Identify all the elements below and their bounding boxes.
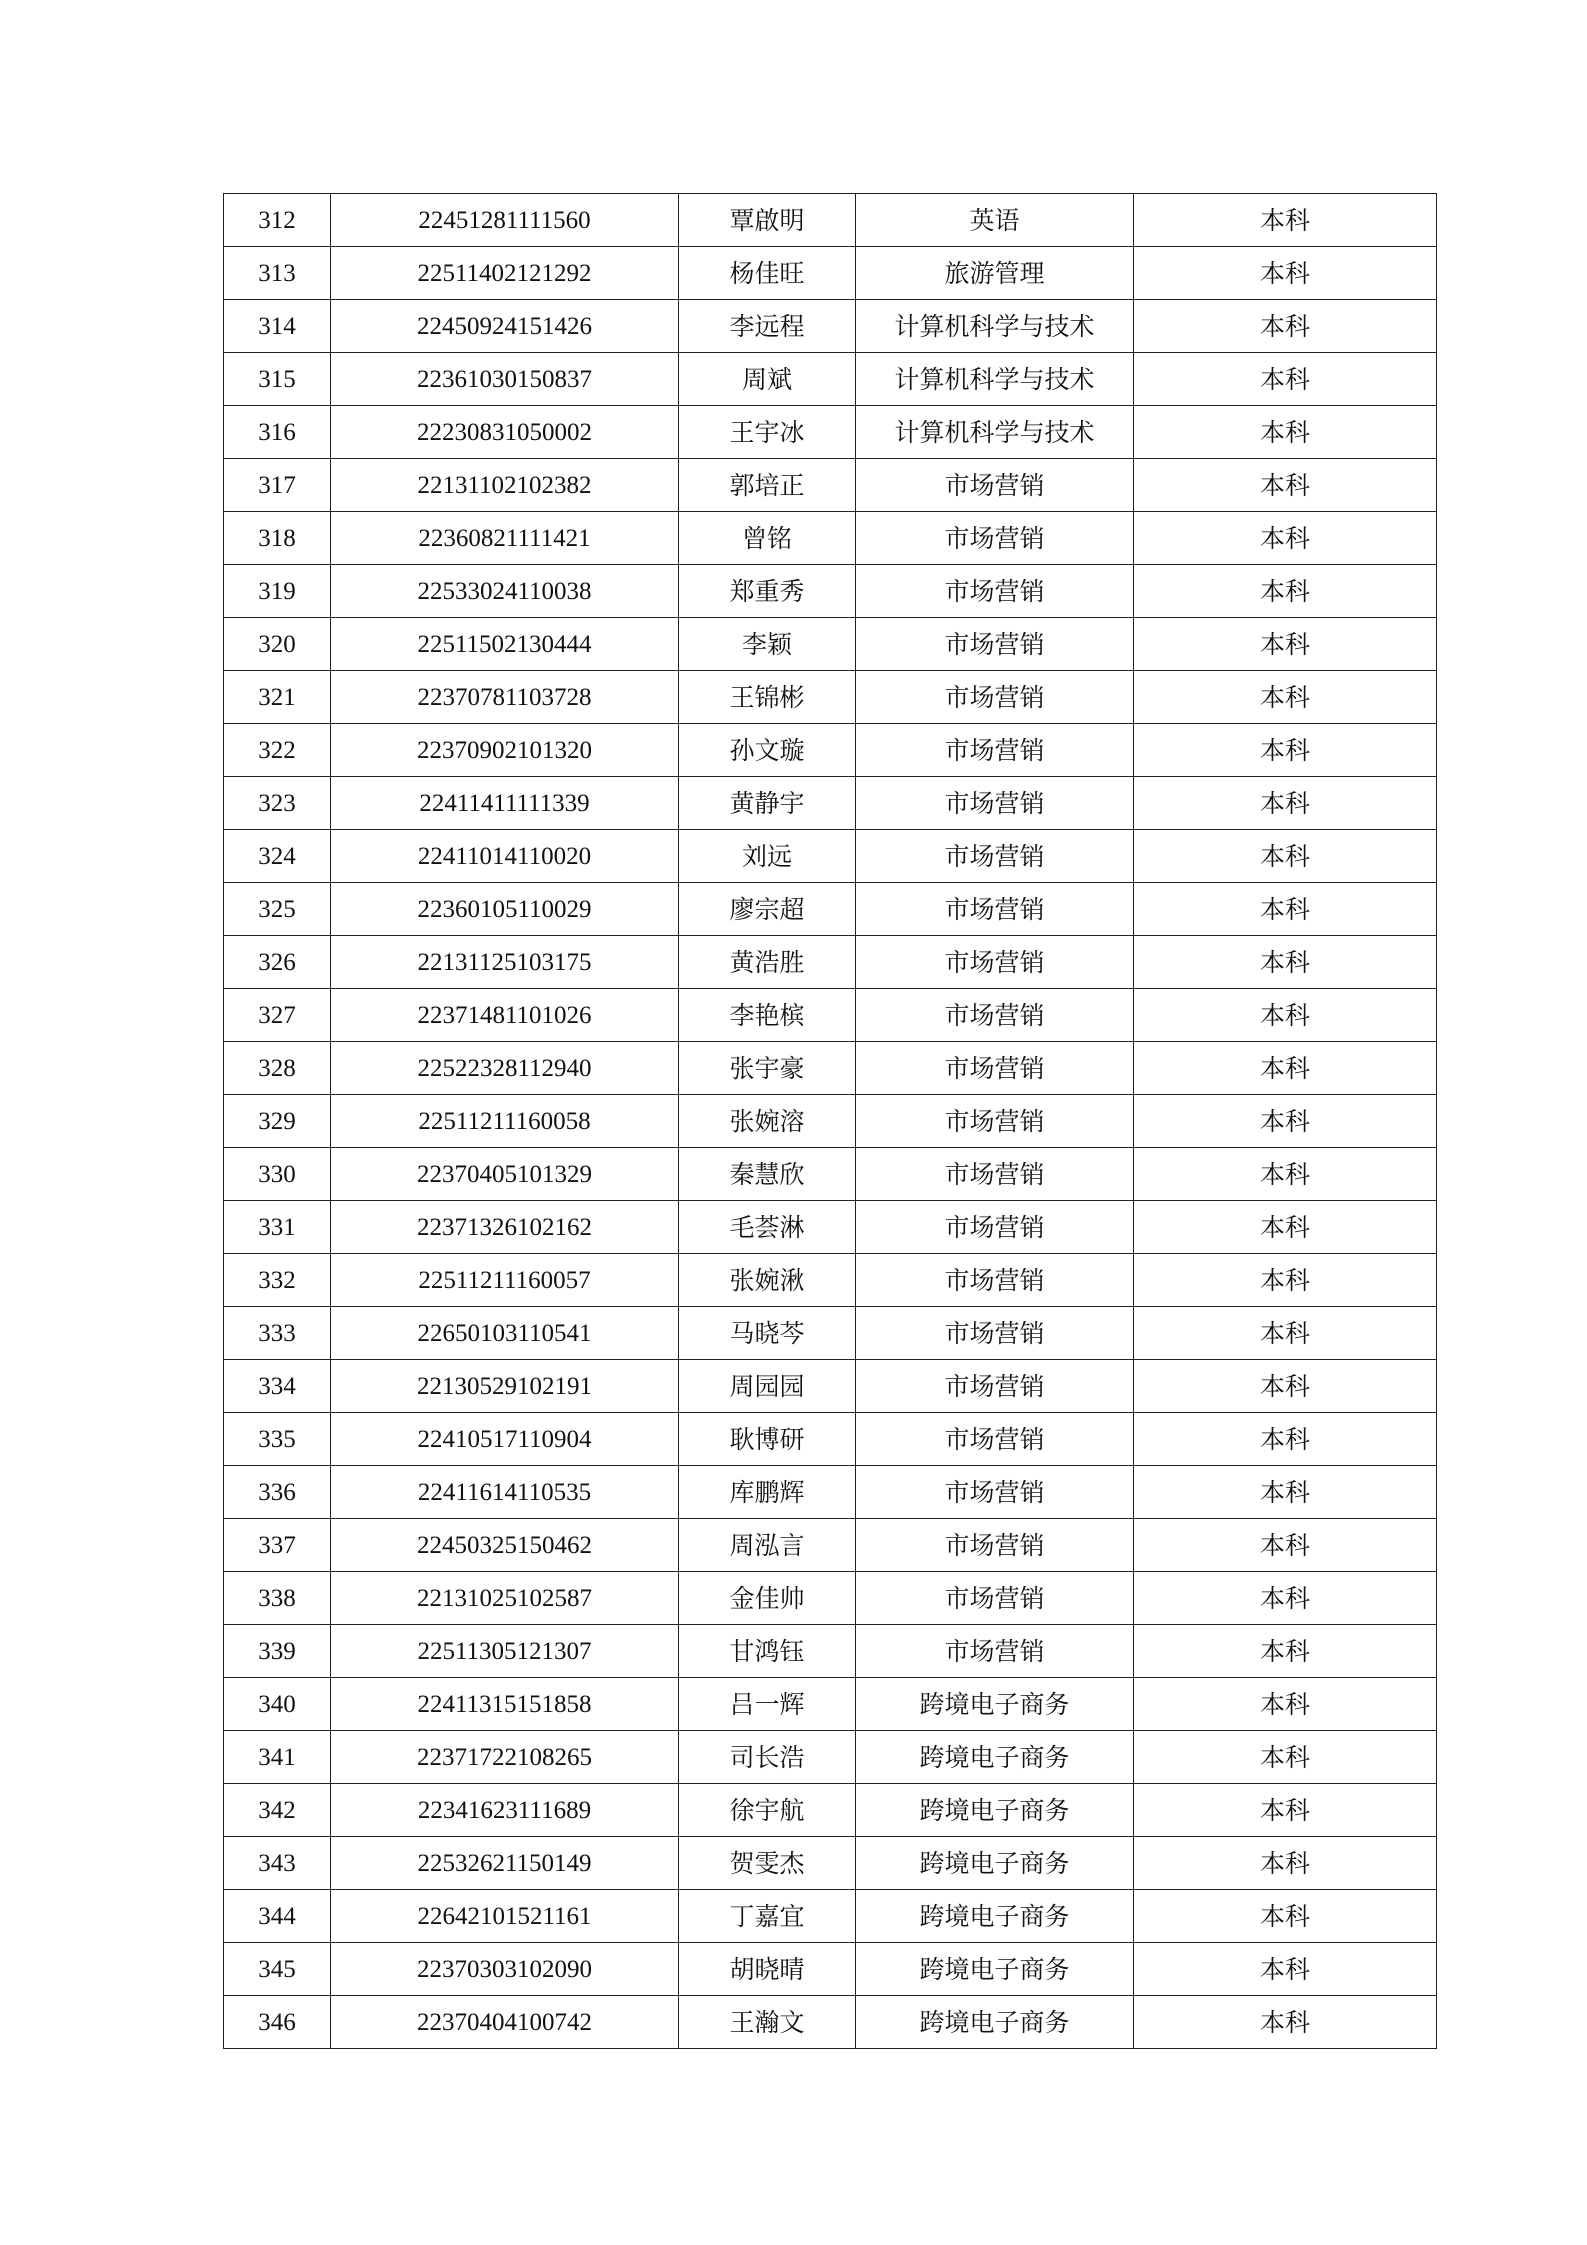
- cell-candidate-id: 22371481101026: [331, 989, 679, 1042]
- cell-candidate-id: 22361030150837: [331, 353, 679, 406]
- cell-index: 323: [224, 777, 331, 830]
- cell-major: 市场营销: [856, 1201, 1134, 1254]
- table-row: [224, 671, 1437, 724]
- cell-candidate-id: 22370303102090: [331, 1943, 679, 1996]
- table-row: [224, 459, 1437, 512]
- cell-major: 跨境电子商务: [856, 1837, 1134, 1890]
- cell-candidate-id: 22532621150149: [331, 1837, 679, 1890]
- cell-index: 337: [224, 1519, 331, 1572]
- cell-major: 跨境电子商务: [856, 1890, 1134, 1943]
- cell-major: 市场营销: [856, 830, 1134, 883]
- cell-index: 340: [224, 1678, 331, 1731]
- cell-major: 计算机科学与技术: [856, 406, 1134, 459]
- cell-education-level: 本科: [1134, 565, 1437, 618]
- cell-major: 跨境电子商务: [856, 1996, 1134, 2049]
- cell-student-name: 库鹏辉: [679, 1466, 856, 1519]
- cell-major: 英语: [856, 194, 1134, 247]
- cell-education-level: 本科: [1134, 1360, 1437, 1413]
- cell-candidate-id: 22450325150462: [331, 1519, 679, 1572]
- cell-candidate-id: 22411014110020: [331, 830, 679, 883]
- cell-education-level: 本科: [1134, 883, 1437, 936]
- cell-education-level: 本科: [1134, 1890, 1437, 1943]
- cell-major: 市场营销: [856, 459, 1134, 512]
- cell-education-level: 本科: [1134, 830, 1437, 883]
- cell-major: 市场营销: [856, 1042, 1134, 1095]
- cell-candidate-id: 22360105110029: [331, 883, 679, 936]
- cell-education-level: 本科: [1134, 459, 1437, 512]
- cell-candidate-id: 22511502130444: [331, 618, 679, 671]
- table-row: [224, 194, 1437, 247]
- table-row: [224, 1148, 1437, 1201]
- cell-major: 市场营销: [856, 1413, 1134, 1466]
- cell-index: 346: [224, 1996, 331, 2049]
- cell-candidate-id: 22370405101329: [331, 1148, 679, 1201]
- cell-education-level: 本科: [1134, 1731, 1437, 1784]
- cell-student-name: 郭培正: [679, 459, 856, 512]
- cell-education-level: 本科: [1134, 1784, 1437, 1837]
- cell-index: 329: [224, 1095, 331, 1148]
- cell-candidate-id: 22411411111339: [331, 777, 679, 830]
- cell-index: 325: [224, 883, 331, 936]
- cell-student-name: 丁嘉宜: [679, 1890, 856, 1943]
- table-row: [224, 1572, 1437, 1625]
- table-row: [224, 1201, 1437, 1254]
- cell-student-name: 周园园: [679, 1360, 856, 1413]
- cell-index: 324: [224, 830, 331, 883]
- table-row: [224, 1837, 1437, 1890]
- cell-student-name: 孙文璇: [679, 724, 856, 777]
- cell-major: 旅游管理: [856, 247, 1134, 300]
- cell-major: 市场营销: [856, 1466, 1134, 1519]
- cell-candidate-id: 22370781103728: [331, 671, 679, 724]
- cell-student-name: 黄浩胜: [679, 936, 856, 989]
- cell-student-name: 吕一辉: [679, 1678, 856, 1731]
- cell-education-level: 本科: [1134, 1572, 1437, 1625]
- cell-index: 336: [224, 1466, 331, 1519]
- cell-index: 333: [224, 1307, 331, 1360]
- table-row: [224, 989, 1437, 1042]
- cell-index: 317: [224, 459, 331, 512]
- cell-candidate-id: 22511402121292: [331, 247, 679, 300]
- table-row: [224, 1095, 1437, 1148]
- cell-candidate-id: 22642101521161: [331, 1890, 679, 1943]
- cell-major: 市场营销: [856, 1519, 1134, 1572]
- cell-index: 338: [224, 1572, 331, 1625]
- cell-student-name: 张婉湫: [679, 1254, 856, 1307]
- cell-major: 市场营销: [856, 1307, 1134, 1360]
- cell-education-level: 本科: [1134, 512, 1437, 565]
- cell-education-level: 本科: [1134, 194, 1437, 247]
- table-row: [224, 1731, 1437, 1784]
- cell-student-name: 张婉溶: [679, 1095, 856, 1148]
- table-row: [224, 1943, 1437, 1996]
- cell-candidate-id: 22533024110038: [331, 565, 679, 618]
- cell-index: 334: [224, 1360, 331, 1413]
- cell-major: 市场营销: [856, 936, 1134, 989]
- cell-student-name: 周泓言: [679, 1519, 856, 1572]
- cell-education-level: 本科: [1134, 1943, 1437, 1996]
- cell-student-name: 曾铭: [679, 512, 856, 565]
- cell-index: 320: [224, 618, 331, 671]
- table-row: [224, 1360, 1437, 1413]
- cell-index: 313: [224, 247, 331, 300]
- table-row: [224, 1519, 1437, 1572]
- cell-education-level: 本科: [1134, 1678, 1437, 1731]
- cell-student-name: 张宇豪: [679, 1042, 856, 1095]
- cell-index: 343: [224, 1837, 331, 1890]
- cell-index: 316: [224, 406, 331, 459]
- cell-education-level: 本科: [1134, 989, 1437, 1042]
- cell-student-name: 毛荟淋: [679, 1201, 856, 1254]
- cell-major: 市场营销: [856, 1148, 1134, 1201]
- cell-student-name: 李颖: [679, 618, 856, 671]
- cell-index: 339: [224, 1625, 331, 1678]
- cell-index: 314: [224, 300, 331, 353]
- table-row: [224, 1254, 1437, 1307]
- cell-student-name: 杨佳旺: [679, 247, 856, 300]
- table-row: [224, 618, 1437, 671]
- cell-education-level: 本科: [1134, 406, 1437, 459]
- table-row: [224, 406, 1437, 459]
- cell-student-name: 黄静宇: [679, 777, 856, 830]
- cell-index: 322: [224, 724, 331, 777]
- cell-major: 市场营销: [856, 777, 1134, 830]
- table-row: [224, 777, 1437, 830]
- cell-student-name: 周斌: [679, 353, 856, 406]
- cell-candidate-id: 22371722108265: [331, 1731, 679, 1784]
- cell-education-level: 本科: [1134, 353, 1437, 406]
- cell-education-level: 本科: [1134, 247, 1437, 300]
- cell-student-name: 王瀚文: [679, 1996, 856, 2049]
- cell-student-name: 贺雯杰: [679, 1837, 856, 1890]
- table-row: [224, 724, 1437, 777]
- cell-candidate-id: 22410517110904: [331, 1413, 679, 1466]
- table-row: [224, 1625, 1437, 1678]
- cell-student-name: 甘鸿钰: [679, 1625, 856, 1678]
- table-row: [224, 1307, 1437, 1360]
- cell-major: 市场营销: [856, 565, 1134, 618]
- table-row: [224, 565, 1437, 618]
- cell-index: 341: [224, 1731, 331, 1784]
- cell-student-name: 郑重秀: [679, 565, 856, 618]
- cell-education-level: 本科: [1134, 1148, 1437, 1201]
- cell-index: 326: [224, 936, 331, 989]
- cell-major: 市场营销: [856, 512, 1134, 565]
- cell-candidate-id: 22360821111421: [331, 512, 679, 565]
- table-row: [224, 1784, 1437, 1837]
- cell-candidate-id: 22411614110535: [331, 1466, 679, 1519]
- cell-student-name: 覃啟明: [679, 194, 856, 247]
- cell-candidate-id: 22450924151426: [331, 300, 679, 353]
- cell-candidate-id: 22341623111689: [331, 1784, 679, 1837]
- student-list-table: [223, 193, 1437, 2049]
- cell-education-level: 本科: [1134, 1254, 1437, 1307]
- cell-student-name: 王锦彬: [679, 671, 856, 724]
- cell-student-name: 李远程: [679, 300, 856, 353]
- table-row: [224, 1413, 1437, 1466]
- cell-education-level: 本科: [1134, 1413, 1437, 1466]
- cell-education-level: 本科: [1134, 1519, 1437, 1572]
- cell-candidate-id: 22411315151858: [331, 1678, 679, 1731]
- cell-student-name: 司长浩: [679, 1731, 856, 1784]
- cell-candidate-id: 22230831050002: [331, 406, 679, 459]
- cell-major: 市场营销: [856, 1360, 1134, 1413]
- cell-candidate-id: 22131102102382: [331, 459, 679, 512]
- cell-education-level: 本科: [1134, 1466, 1437, 1519]
- cell-major: 计算机科学与技术: [856, 300, 1134, 353]
- cell-major: 跨境电子商务: [856, 1943, 1134, 1996]
- table-row: [224, 512, 1437, 565]
- cell-candidate-id: 22511211160057: [331, 1254, 679, 1307]
- table-row: [224, 1466, 1437, 1519]
- table-row: [224, 883, 1437, 936]
- cell-candidate-id: 22131125103175: [331, 936, 679, 989]
- table-row: [224, 1890, 1437, 1943]
- table-row: [224, 936, 1437, 989]
- cell-index: 331: [224, 1201, 331, 1254]
- cell-index: 319: [224, 565, 331, 618]
- cell-major: 市场营销: [856, 1572, 1134, 1625]
- cell-major: 跨境电子商务: [856, 1731, 1134, 1784]
- cell-index: 315: [224, 353, 331, 406]
- cell-index: 332: [224, 1254, 331, 1307]
- cell-education-level: 本科: [1134, 671, 1437, 724]
- cell-student-name: 刘远: [679, 830, 856, 883]
- cell-candidate-id: 22371326102162: [331, 1201, 679, 1254]
- cell-education-level: 本科: [1134, 1095, 1437, 1148]
- cell-student-name: 马晓芩: [679, 1307, 856, 1360]
- table-row: [224, 1678, 1437, 1731]
- cell-major: 市场营销: [856, 618, 1134, 671]
- cell-candidate-id: 22370902101320: [331, 724, 679, 777]
- cell-student-name: 徐宇航: [679, 1784, 856, 1837]
- table-row: [224, 1996, 1437, 2049]
- cell-major: 跨境电子商务: [856, 1678, 1134, 1731]
- cell-candidate-id: 22131025102587: [331, 1572, 679, 1625]
- cell-student-name: 王宇冰: [679, 406, 856, 459]
- cell-education-level: 本科: [1134, 1837, 1437, 1890]
- cell-student-name: 金佳帅: [679, 1572, 856, 1625]
- cell-index: 335: [224, 1413, 331, 1466]
- cell-education-level: 本科: [1134, 936, 1437, 989]
- cell-education-level: 本科: [1134, 777, 1437, 830]
- cell-index: 328: [224, 1042, 331, 1095]
- cell-education-level: 本科: [1134, 1996, 1437, 2049]
- cell-student-name: 廖宗超: [679, 883, 856, 936]
- cell-major: 市场营销: [856, 671, 1134, 724]
- cell-education-level: 本科: [1134, 1201, 1437, 1254]
- cell-index: 330: [224, 1148, 331, 1201]
- cell-index: 345: [224, 1943, 331, 1996]
- cell-candidate-id: 22511305121307: [331, 1625, 679, 1678]
- cell-student-name: 耿博研: [679, 1413, 856, 1466]
- cell-index: 321: [224, 671, 331, 724]
- cell-education-level: 本科: [1134, 1042, 1437, 1095]
- cell-education-level: 本科: [1134, 1307, 1437, 1360]
- cell-major: 市场营销: [856, 724, 1134, 777]
- cell-candidate-id: 22451281111560: [331, 194, 679, 247]
- table-row: [224, 353, 1437, 406]
- cell-major: 跨境电子商务: [856, 1784, 1134, 1837]
- cell-index: 342: [224, 1784, 331, 1837]
- cell-candidate-id: 22370404100742: [331, 1996, 679, 2049]
- cell-major: 市场营销: [856, 1095, 1134, 1148]
- table-row: [224, 300, 1437, 353]
- cell-major: 计算机科学与技术: [856, 353, 1134, 406]
- table-row: [224, 1042, 1437, 1095]
- cell-index: 318: [224, 512, 331, 565]
- table-row: [224, 830, 1437, 883]
- cell-education-level: 本科: [1134, 724, 1437, 777]
- cell-candidate-id: 22522328112940: [331, 1042, 679, 1095]
- cell-candidate-id: 22511211160058: [331, 1095, 679, 1148]
- cell-index: 344: [224, 1890, 331, 1943]
- cell-index: 327: [224, 989, 331, 1042]
- cell-major: 市场营销: [856, 1254, 1134, 1307]
- cell-student-name: 秦慧欣: [679, 1148, 856, 1201]
- cell-candidate-id: 22130529102191: [331, 1360, 679, 1413]
- cell-education-level: 本科: [1134, 300, 1437, 353]
- cell-major: 市场营销: [856, 1625, 1134, 1678]
- cell-candidate-id: 22650103110541: [331, 1307, 679, 1360]
- table-body: [224, 194, 1437, 2049]
- cell-major: 市场营销: [856, 989, 1134, 1042]
- cell-student-name: 胡晓晴: [679, 1943, 856, 1996]
- cell-education-level: 本科: [1134, 618, 1437, 671]
- table-row: [224, 247, 1437, 300]
- cell-student-name: 李艳槟: [679, 989, 856, 1042]
- cell-major: 市场营销: [856, 883, 1134, 936]
- cell-index: 312: [224, 194, 331, 247]
- cell-education-level: 本科: [1134, 1625, 1437, 1678]
